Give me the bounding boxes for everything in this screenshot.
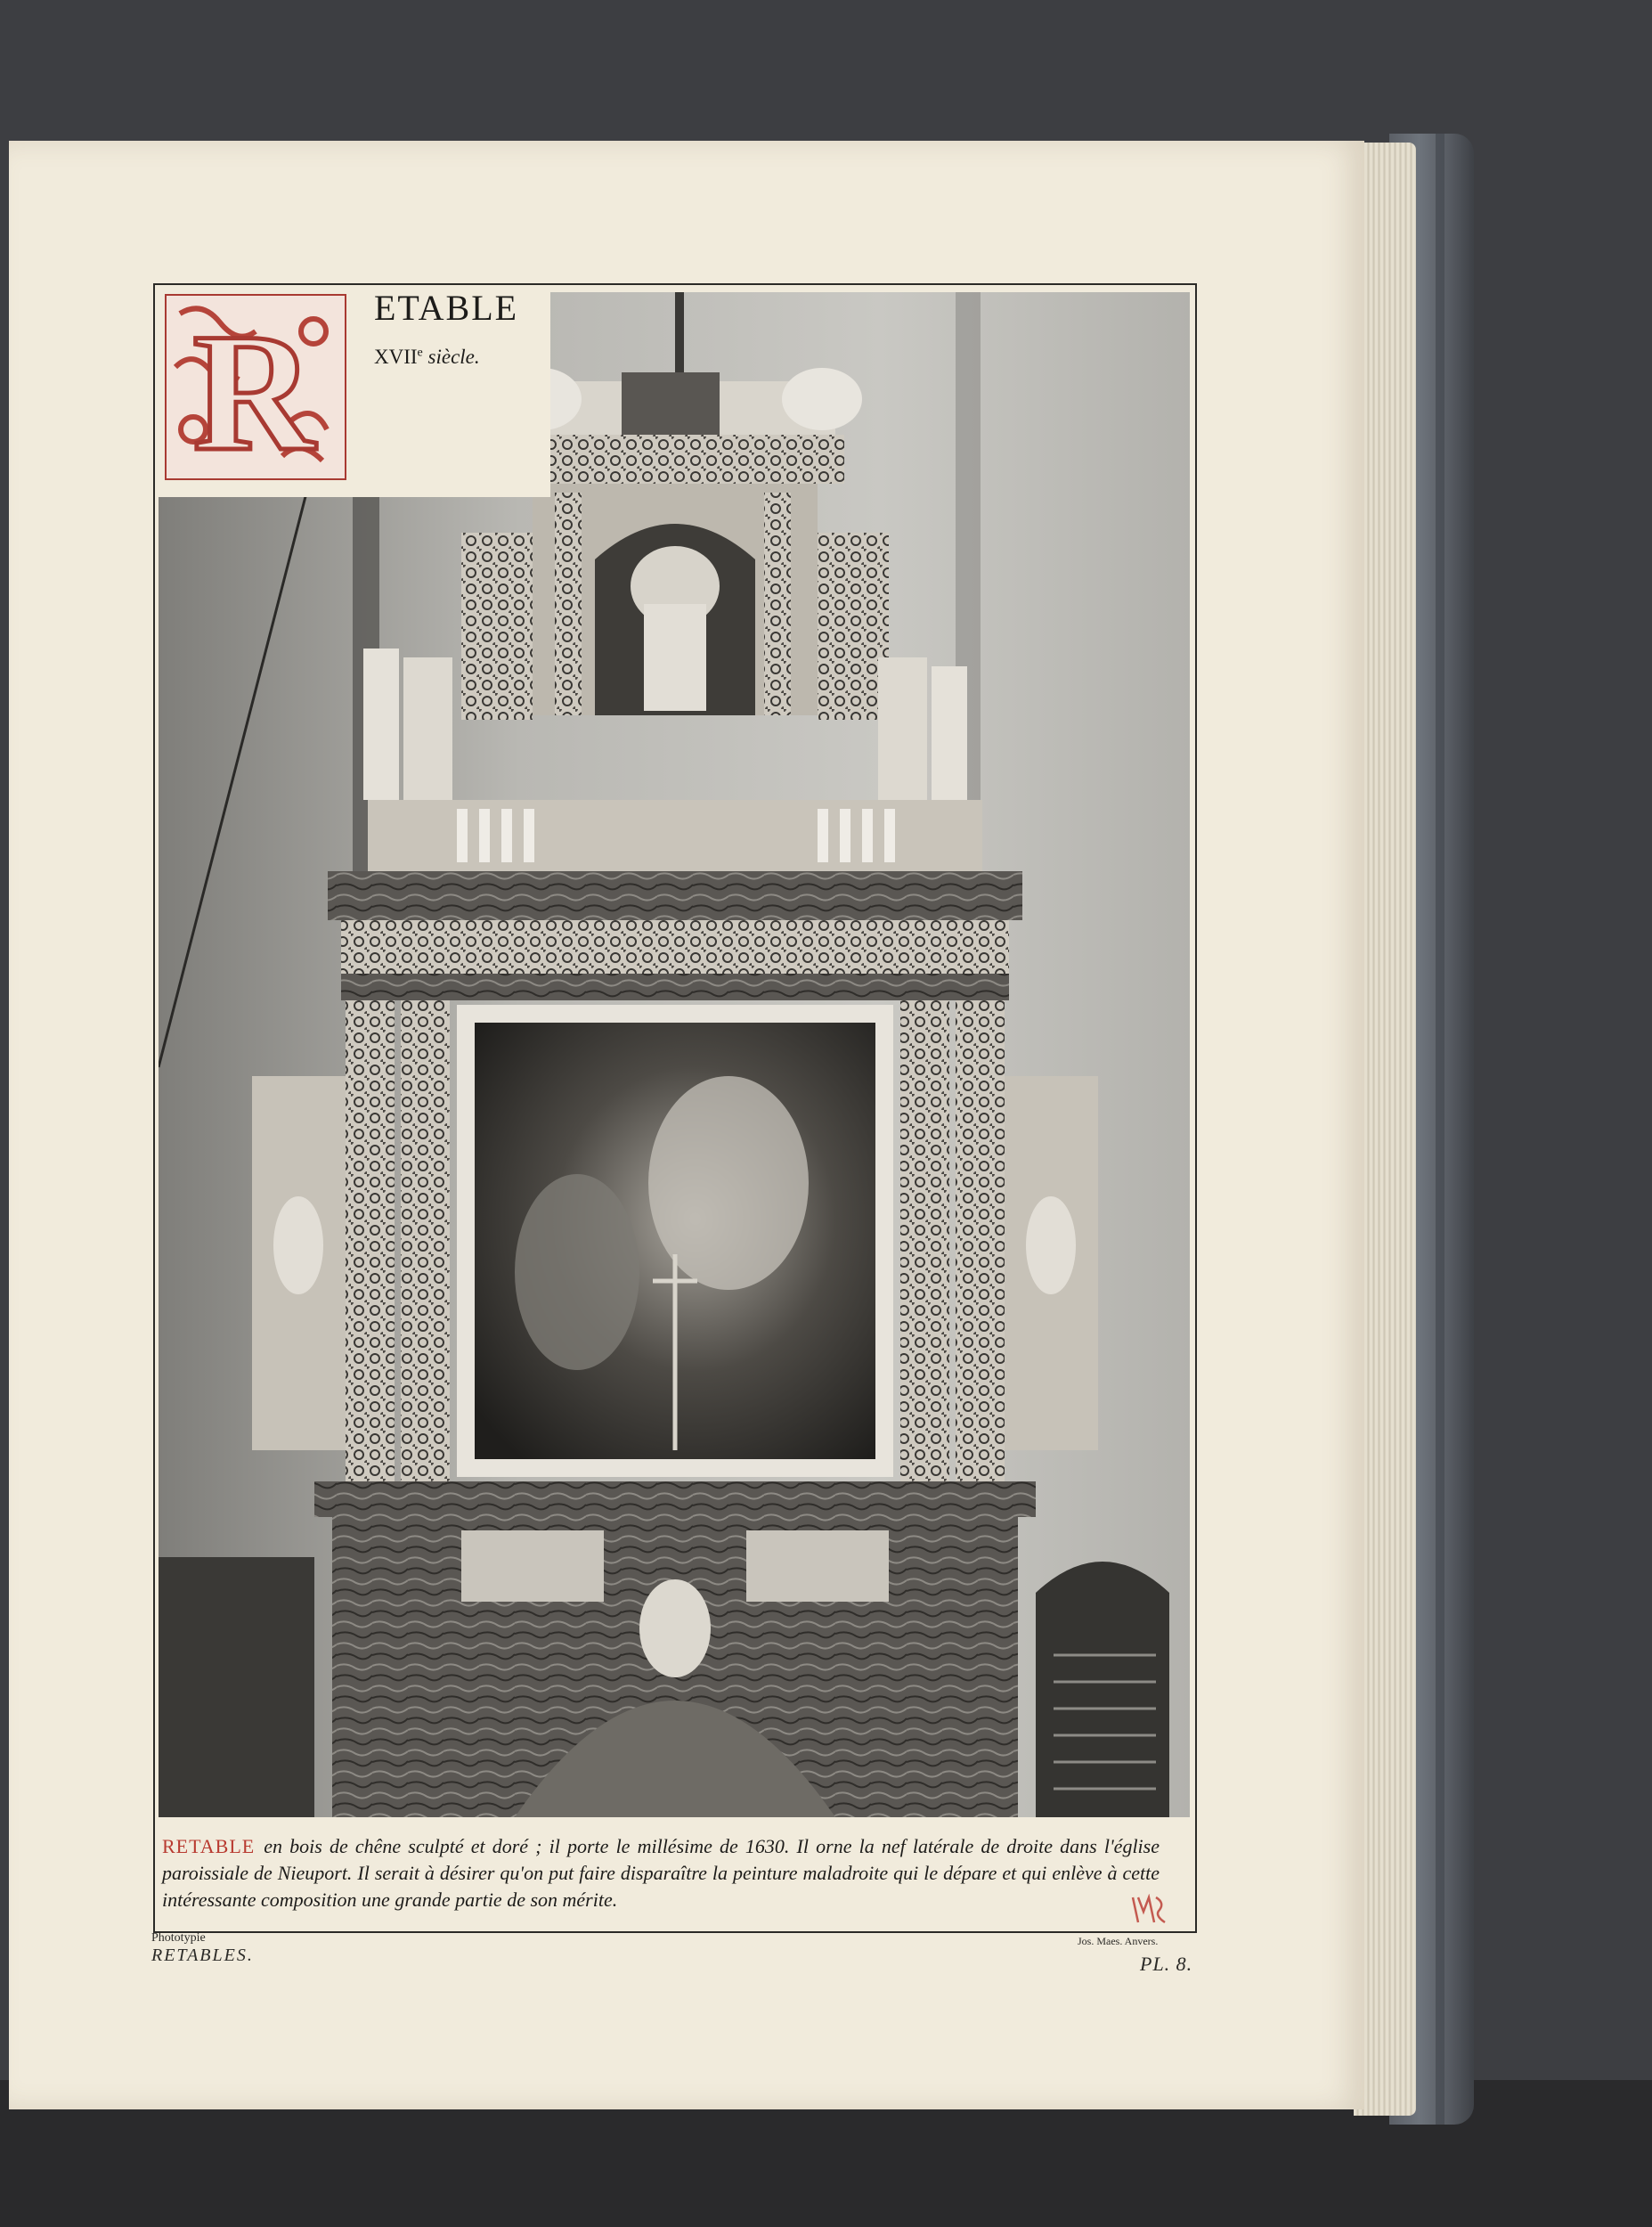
- initial-letter: R: [192, 299, 315, 475]
- century-superscript: e: [417, 346, 423, 360]
- plate-number: PL. 8.: [1140, 1953, 1193, 1975]
- ornamental-initial-r-icon: [167, 296, 341, 475]
- plate-caption: [162, 1833, 1160, 1913]
- page-title: ETABLE: [374, 288, 519, 328]
- process-label: Phototypie: [151, 1931, 206, 1945]
- caption-text: en bois de chêne sculpté et doré ; il porte le millésime de 1630. Il orne la nef latérale de droite dans l'église paroissiale de Nieuport. Il serait à désirer qu'on put faire disparaître la peinture maladroite qui le dépare et qui enlève à cette intéressante composition une grande partie de son mérite.: [162, 1835, 1160, 1911]
- century-roman: XVII: [374, 346, 418, 368]
- century-word: siècle.: [427, 346, 480, 368]
- altarpiece-photograph: [159, 292, 1190, 1817]
- century-label: [374, 346, 480, 369]
- altarpiece-illustration: [159, 292, 1190, 1817]
- printer-label: Jos. Maes. Anvers.: [1078, 1935, 1159, 1947]
- monogram-icon: [1129, 1894, 1168, 1926]
- caption-lead: RETABLE: [162, 1835, 256, 1857]
- decorated-initial: [165, 294, 346, 480]
- series-title: RETABLES.: [151, 1946, 254, 1965]
- binding-spine-line: [1436, 134, 1444, 2125]
